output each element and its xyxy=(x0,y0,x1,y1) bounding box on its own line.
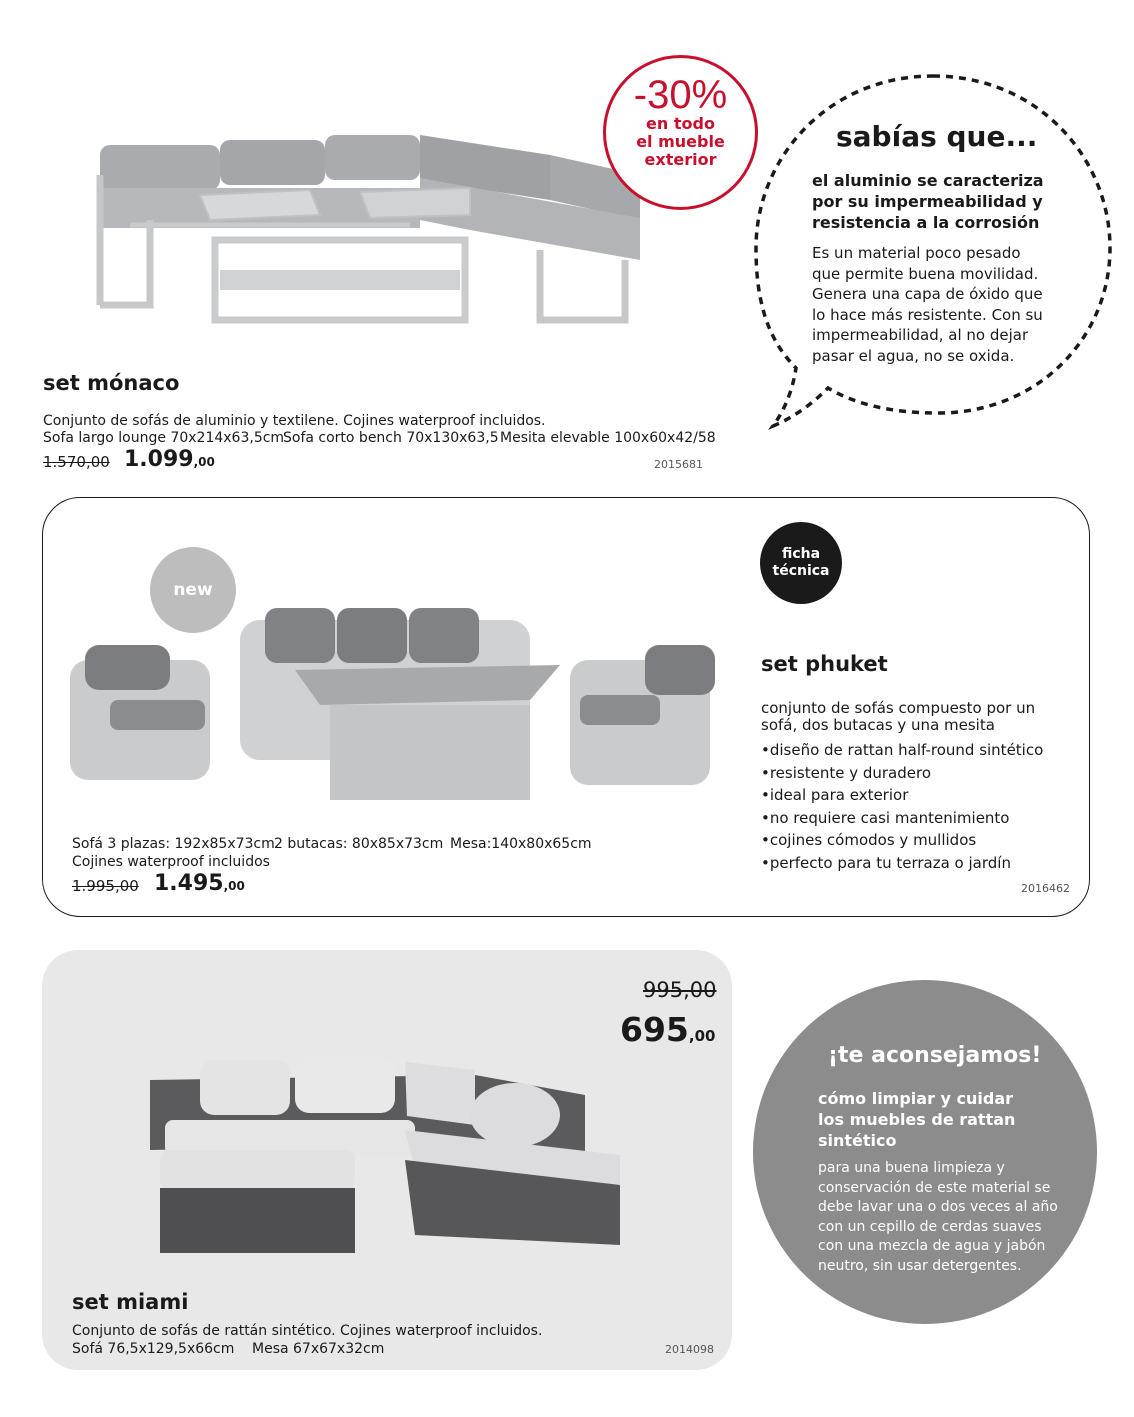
discount-line1: en todo xyxy=(646,114,715,133)
monaco-title: set mónaco xyxy=(43,371,180,395)
miami-dimension-sofa: Sofá 76,5x129,5x66cm xyxy=(72,1341,235,1357)
phuket-intro xyxy=(761,700,1035,734)
monaco-description: Conjunto de sofás de aluminio y textilene. Cojines waterproof incluidos. xyxy=(43,413,546,429)
discount-badge xyxy=(603,55,758,210)
phuket-title: set phuket xyxy=(761,652,888,676)
sabias-body-line: Genera una capa de óxido que xyxy=(812,285,1043,303)
ficha-line1: ficha xyxy=(781,546,821,562)
sabias-body-line: impermeabilidad, al no dejar xyxy=(812,326,1029,344)
monaco-price xyxy=(124,447,215,472)
sabias-body-line: Es un material poco pesado xyxy=(812,244,1021,262)
discount-line3: exterior xyxy=(644,150,717,169)
phuket-features-list xyxy=(761,739,1043,874)
phuket-price xyxy=(154,871,245,896)
phuket-intro-line: conjunto de sofás compuesto por un xyxy=(761,699,1036,717)
monaco-sofa-image xyxy=(80,120,660,330)
sabias-bold-line: por su impermeabilidad y xyxy=(812,192,1043,211)
phuket-feature: •cojines cómodos y mullidos xyxy=(761,831,977,849)
phuket-feature: •resistente y duradero xyxy=(761,763,932,782)
aconsejamos-bold-line: los muebles de rattan xyxy=(818,1110,1016,1129)
aconsejamos-heading: ¡te aconsejamos! xyxy=(828,1043,1042,1068)
monaco-dimension-sofa-largo: Sofa largo lounge 70x214x63,5cm xyxy=(43,430,285,446)
phuket-product-code: 2016462 xyxy=(1021,882,1070,895)
phuket-feature: •ideal para exterior xyxy=(761,786,909,804)
monaco-product-code: 2015681 xyxy=(654,458,703,471)
phuket-feature: •diseño de rattan half-round sintético xyxy=(761,741,1044,759)
sabias-body-text xyxy=(812,243,1043,366)
new-badge: new xyxy=(150,547,236,633)
miami-description: Conjunto de sofás de rattán sintético. Cojines waterproof incluidos. xyxy=(72,1323,543,1339)
aconsejamos-body-line: con una mezcla de agua y jabón xyxy=(818,1238,1046,1254)
aconsejamos-bold-line: cómo limpiar y cuidar xyxy=(818,1089,1014,1108)
phuket-price-integer: 1.495 xyxy=(154,871,224,896)
aconsejamos-body-text xyxy=(818,1159,1058,1276)
aconsejamos-body-line: debe lavar una o dos veces al año xyxy=(818,1199,1058,1215)
sabias-bold-line: resistencia a la corrosión xyxy=(812,213,1040,232)
sabias-body-line: pasar el agua, no se oxida. xyxy=(812,346,1015,365)
miami-old-price: 995,00 xyxy=(643,978,717,1002)
monaco-dimension-sofa-corto: Sofa corto bench 70x130x63,5 xyxy=(283,430,499,446)
miami-title: set miami xyxy=(72,1290,189,1314)
ficha-line2: técnica xyxy=(772,563,830,579)
phuket-dimension-mesa: Mesa:140x80x65cm xyxy=(450,836,592,852)
sabias-body-line: que permite buena movilidad. xyxy=(812,264,1039,283)
miami-product-code: 2014098 xyxy=(665,1343,714,1356)
aconsejamos-bold-line: sintético xyxy=(818,1131,897,1150)
monaco-old-price: 1.570,00 xyxy=(43,453,110,471)
miami-price-integer: 695 xyxy=(620,1010,689,1049)
phuket-old-price: 1.995,00 xyxy=(72,877,139,895)
sabias-heading: sabías que... xyxy=(836,120,1038,153)
phuket-price-decimals: ,00 xyxy=(223,879,245,893)
aconsejamos-body-line: con un cepillo de cerdas suaves xyxy=(818,1218,1042,1235)
monaco-price-integer: 1.099 xyxy=(124,447,194,472)
monaco-price-decimals: ,00 xyxy=(193,455,215,469)
aconsejamos-body-line: conservación de este material se xyxy=(818,1179,1051,1196)
phuket-dimension-butacas: 2 butacas: 80x85x73cm xyxy=(274,836,444,852)
aconsejamos-bold-text xyxy=(818,1088,1015,1151)
phuket-intro-line: sofá, dos butacas y una mesita xyxy=(761,716,995,734)
miami-price-decimals: ,00 xyxy=(688,1027,716,1045)
miami-sofa-image xyxy=(145,1050,625,1260)
miami-price xyxy=(620,1010,715,1049)
ficha-tecnica-badge[interactable] xyxy=(760,522,842,604)
phuket-dimension-sofa: Sofá 3 plazas: 192x85x73cm xyxy=(72,836,275,852)
phuket-feature: •perfecto para tu terraza o jardín xyxy=(761,853,1011,872)
phuket-cojines-note: Cojines waterproof incluidos xyxy=(72,854,270,870)
monaco-dimension-mesita: Mesita elevable 100x60x42/58 xyxy=(500,430,716,446)
discount-percent: -30% xyxy=(633,73,728,117)
sabias-body-line: lo hace más resistente. Con su xyxy=(812,305,1043,324)
phuket-set-image xyxy=(60,600,730,810)
sabias-bold-line: el aluminio se caracteriza xyxy=(812,171,1044,190)
aconsejamos-body-line: para una buena limpieza y xyxy=(818,1160,1005,1176)
aconsejamos-body-line: neutro, sin usar detergentes. xyxy=(818,1257,1022,1274)
phuket-feature: •no requiere casi mantenimiento xyxy=(761,808,1010,827)
miami-dimension-mesa: Mesa 67x67x32cm xyxy=(252,1341,385,1357)
discount-line2: el mueble xyxy=(636,132,725,151)
sabias-bold-text xyxy=(812,170,1044,233)
